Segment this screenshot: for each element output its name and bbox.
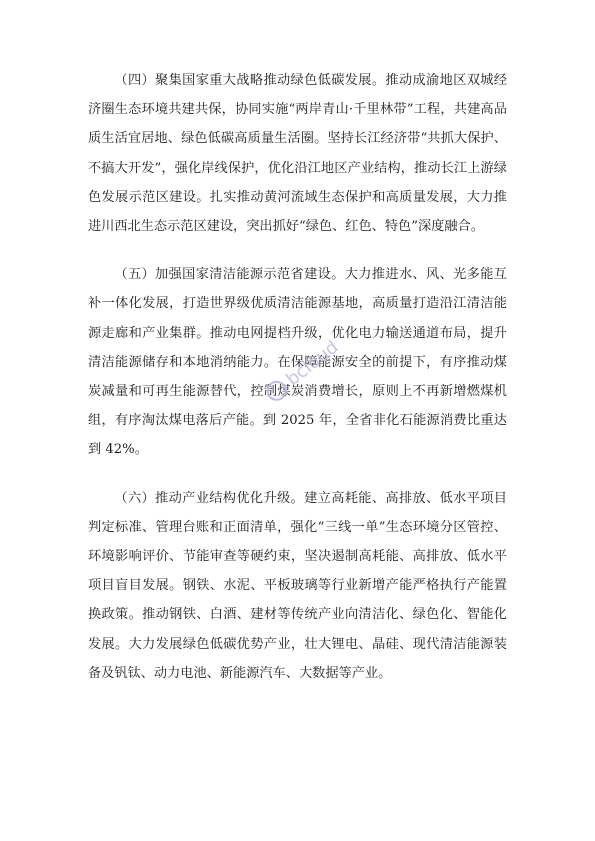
paragraph-6: （六）推动产业结构优化升级。建立高耗能、高排放、低水平项目判定标准、管理台账和正面清单，强化“三线一单”生态环境分区管控、环境影响评价、节能审查等硬约束，坚决遏制高耗能、高排放、低水平项目盲目发展。钢铁、水泥、平板玻璃等行业新增产能严格执行产能置换政策。推动钢铁、白酒、建材等传统产业向清洁化、绿色化、智能化发展。大力发展绿色低碳优势产业，壮大锂电、晶硅、现代清洁能源装备及钒钛、动力电池、新能源汽车、大数据等产业。: [88, 490, 507, 681]
paragraph-4: （四）聚集国家重大战略推动绿色低碳发展。推动成渝地区双城经济圈生态环境共建共保，协同实施“两岸青山·千里林带”工程，共建高品质生活宜居地、绿色低碳高质量生活圈。坚持长江经济带“共抓大保护、不搞大开发”，强化岸线保护，优化沿江地区产业结构，推动长江上游绿色发展示范区建设。扎实推动黄河流域生态保护和高质量发展，大力推进川西北生态示范区建设，突出抓好“绿色、红色、特色”深度融合。: [88, 73, 507, 235]
document-body: [88, 66, 507, 707]
paragraph-5: （五）加强国家清洁能源示范省建设。大力推进水、风、光多能互补一体化发展，打造世界级优质清洁能源基地，高质量打造沿江清洁能源走廊和产业集群。推动电网提档升级，优化电力输送通道布局，提升清洁能源储存和本地消纳能力。在保障能源安全的前提下，有序推动煤炭减量和可再生能源替代，控制煤炭消费增长，原则上不再新增燃煤机组，有序淘汰煤电落后产能。到 2025 年，全省非化石能源消费比重达到 42%。: [88, 267, 507, 458]
watermark-text: bcloud: [282, 336, 343, 391]
